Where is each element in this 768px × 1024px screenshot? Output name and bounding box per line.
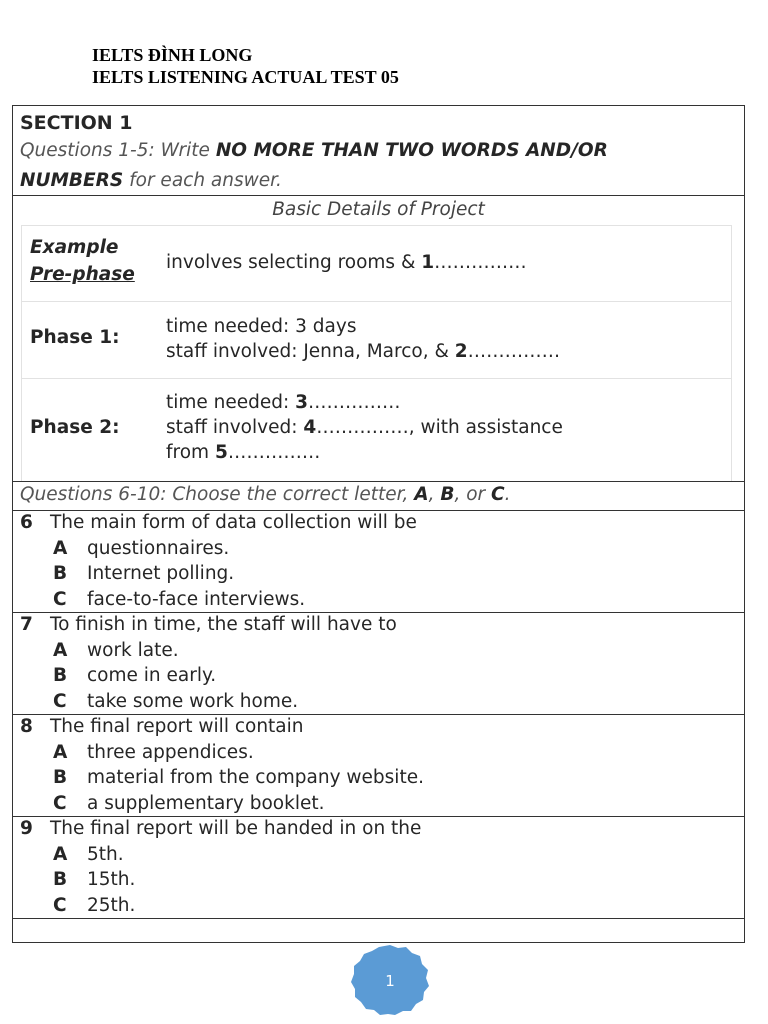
question-number: 7 [20,614,33,635]
instruction-suffix: for each answer. [123,170,282,191]
option-b[interactable] [53,563,234,584]
phase-1-text [166,314,560,364]
answer-number-5: 5 [214,442,228,463]
option-c[interactable] [53,589,305,610]
document-header [92,44,399,88]
instruction-or: , or [454,484,492,505]
option-letter: C [53,691,67,712]
option-b[interactable] [53,869,135,890]
section-title: SECTION 1 [20,112,133,134]
option-c[interactable] [53,691,298,712]
instruction-bold-1: NO MORE THAN TWO WORDS AND/OR [215,140,608,161]
table-title: Basic Details of Project [272,199,485,220]
option-letter: B [53,767,68,788]
test-table [12,105,745,943]
project-table-area [13,195,744,482]
option-text: 15th. [87,869,136,890]
question-number: 9 [20,818,33,839]
answer-number-2: 2 [454,341,468,362]
question-7 [13,612,744,715]
question-8 [13,714,744,817]
question-number: 6 [20,512,33,533]
option-text: a supplementary booklet. [87,793,325,814]
option-a[interactable] [53,640,179,661]
phase-2-time [166,390,563,415]
phase-2-staff [166,415,563,440]
example-label: Example [30,237,119,258]
option-letter: A [53,844,68,865]
instruction-dot: . [504,484,511,505]
phase-2-from [166,440,563,465]
option-text: material from the company website. [87,767,424,788]
phase-1-time: time needed: 3 days [166,316,357,337]
phase-1-staff-text: staff involved: Jenna, Marco, & [166,341,455,362]
question-6 [13,510,744,613]
header-line-2: IELTS LISTENING ACTUAL TEST 05 [92,67,399,87]
option-text: 25th. [87,895,136,916]
question-stem: To finish in time, the staff will have to [50,614,397,635]
option-letter: B [53,563,68,584]
option-b[interactable] [53,767,424,788]
question-stem: The main form of data collection will be [50,512,417,533]
phase-2-label: Phase 2: [30,417,120,438]
option-letter: C [53,793,67,814]
row-phase-2 [22,378,731,482]
answer-blank-2[interactable]: …………… [467,341,561,362]
phase-2-text [166,390,563,465]
option-text: work late. [87,640,179,661]
option-letter: A [53,640,68,661]
option-text: take some work home. [87,691,299,712]
phase-2-from-text: from [166,442,215,463]
answer-number-1: 1 [421,252,435,273]
answer-number-4: 4 [303,417,317,438]
instruction-comma-2: , [428,484,441,505]
option-c[interactable] [53,895,135,916]
instruction-1-5-cont [20,170,282,191]
option-c[interactable] [53,793,325,814]
option-text: face-to-face interviews. [87,589,306,610]
prephase-desc: involves selecting rooms & [166,252,422,273]
option-text: Internet polling. [87,563,235,584]
answer-number-3: 3 [295,392,309,413]
option-text: questionnaires. [87,538,230,559]
option-text: 5th. [87,844,124,865]
prephase-label: Pre-phase [30,264,135,285]
option-text: three appendices. [87,742,254,763]
instruction-letter-a: A [414,484,429,505]
phase-1-staff [166,339,560,364]
phase-1-label: Phase 1: [30,327,120,348]
question-stem: The final report will contain [50,716,304,737]
answer-blank-1[interactable]: …………… [434,252,527,273]
answer-blank-3[interactable]: …………… [308,392,401,413]
phase-2-staff-text: staff involved: [166,417,304,438]
page-number-badge [350,944,430,1016]
instruction-6-10-row [13,481,744,511]
option-letter: C [53,895,67,916]
option-letter: C [53,589,67,610]
instruction-letter-c: C [491,484,505,505]
row-phase-1 [22,301,731,379]
option-b[interactable] [53,665,216,686]
option-a[interactable] [53,844,124,865]
answer-blank-5[interactable]: …………… [227,442,321,463]
option-letter: A [53,742,68,763]
instruction-comma-1: , [402,484,415,505]
question-stem: The final report will be handed in on the [50,818,422,839]
section-header [13,106,744,196]
row-prephase [22,226,731,302]
header-line-1: IELTS ĐÌNH LONG [92,45,253,65]
prephase-text [166,250,527,275]
question-9 [13,816,744,919]
option-text: come in early. [87,665,217,686]
option-letter: B [53,869,68,890]
question-number: 8 [20,716,33,737]
answer-blank-4[interactable]: …………… [316,417,409,438]
option-a[interactable] [53,742,254,763]
page-number: 1 [385,972,395,990]
phase-2-assist-text: , with assistance [408,417,563,438]
instruction-6-10 [20,484,511,505]
phase-2-time-text: time needed: [166,392,296,413]
instruction-bold-2: NUMBERS [20,170,124,191]
option-a[interactable] [53,538,229,559]
instruction-letter-b: B [440,484,455,505]
option-letter: B [53,665,68,686]
instruction-6-10-prefix: Questions 6-10: Choose the correct letter [20,484,403,505]
instruction-1-5 [20,140,608,161]
option-letter: A [53,538,68,559]
project-table [21,225,732,481]
page-badge-shape [350,944,430,1016]
instruction-prefix: Questions 1-5: Write [20,140,216,161]
